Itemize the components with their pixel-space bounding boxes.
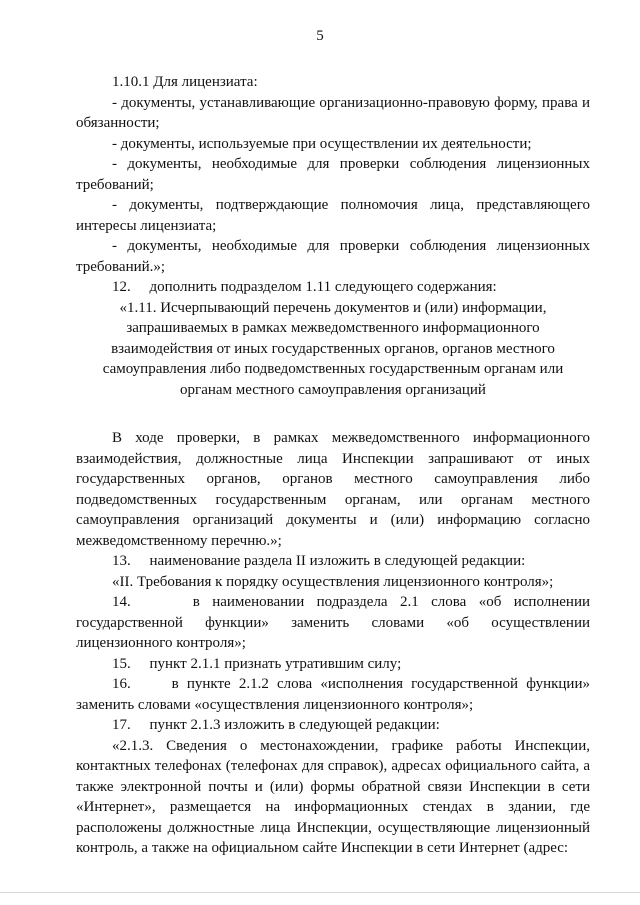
paragraph: 12. дополнить подразделом 1.11 следующего содержания: (112, 279, 497, 295)
list-item: - документы, подтверждающие полномочия лица, представляющего интересы лицензиата; (76, 197, 590, 234)
paragraph: 14. в наименовании подраздела 2.1 слова «об исполнении государственной функции» заменить словами «об осуществлении лицензионного контроля»; (76, 594, 590, 651)
paragraph: 13. наименование раздела II изложить в следующей редакции: (112, 553, 526, 569)
list-item: - документы, необходимые для проверки соблюдения лицензионных требований; (76, 156, 590, 193)
paragraph: «2.1.3. Сведения о местонахождении, графике работы Инспекции, контактных телефонах (телефонах для справок), адресах официального сайта, а также электронной почты и (или) формы обратной связи Инспекции в сети «Интернет», размещается на информационных стендах в здании, где расположены должностные лица Инспекции, осуществляющие лицензионный контроль, а также на официальном сайте Инспекции в сети Интернет (адрес: (76, 737, 590, 856)
document-body (76, 72, 590, 859)
paragraph: 17. пункт 2.1.3 изложить в следующей редакции: (112, 717, 440, 733)
page-bottom-rule (0, 892, 640, 893)
section-heading: «1.11. Исчерпывающий перечень документов и (или) информации, запрашиваемых в рамках межведомственного информационного взаимодействия от иных государственных органов, органов местного самоуправления либо подведомственных государственным органам или органам местного самоуправления организаций (102, 299, 564, 398)
list-item: - документы, используемые при осуществлении их деятельности; (112, 135, 532, 152)
paragraph: «II. Требования к порядку осуществления лицензионного контроля»; (112, 573, 554, 590)
paragraph: 16. в пункте 2.1.2 слова «исполнения государственной функции» заменить словами «осуществления лицензионного контроля»; (76, 676, 590, 713)
page-number: 5 (316, 28, 324, 44)
list-item: - документы, устанавливающие организационно-правовую форму, права и обязанности; (76, 94, 590, 131)
paragraph: 15. пункт 2.1.1 признать утратившим силу; (112, 655, 402, 672)
paragraph: В ходе проверки, в рамках межведомственного информационного взаимодействия, должностные лица Инспекции запрашивают от иных государственных органов, органов местного самоуправления либо подведомственных государственным органам, или органам местного самоуправления организаций документы и (или) информацию согласно межведомственному перечню.»; (76, 430, 590, 549)
spacer (76, 400, 590, 428)
list-item: - документы, необходимые для проверки соблюдения лицензионных требований.»; (76, 238, 590, 275)
paragraph: 1.10.1 Для лицензиата: (112, 74, 258, 90)
